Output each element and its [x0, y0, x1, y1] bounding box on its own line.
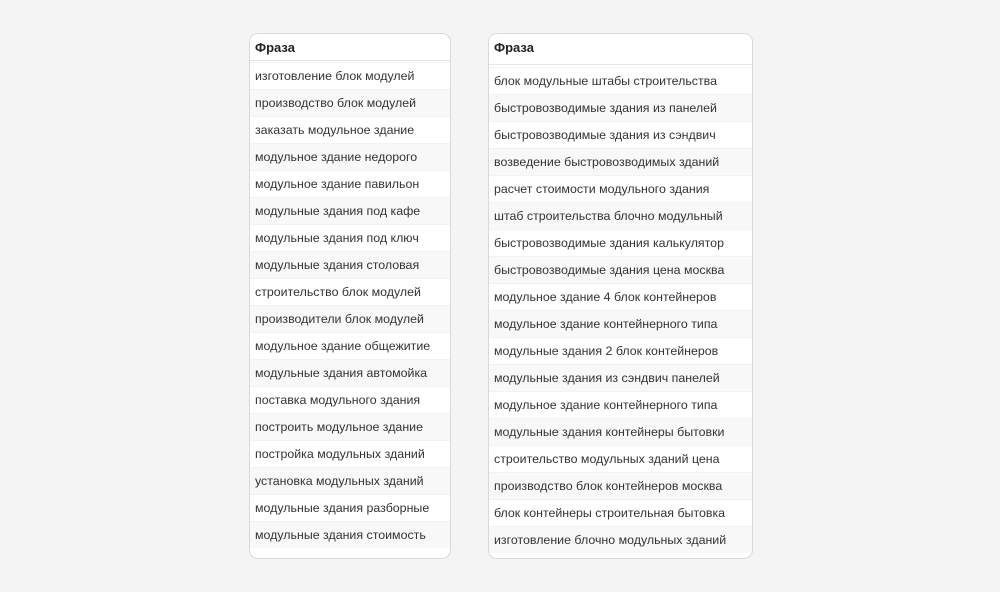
table-row[interactable]: заказать модульное здание: [250, 116, 450, 143]
table-row[interactable]: расчет стоимости модульного здания: [489, 175, 752, 202]
table-row[interactable]: модульное здание контейнерного типа: [489, 310, 752, 337]
table-row[interactable]: установка модульных зданий: [250, 467, 450, 494]
table-row[interactable]: модульные здания под кафе: [250, 197, 450, 224]
table-row[interactable]: блок контейнеры строительная бытовка: [489, 499, 752, 526]
table-row[interactable]: поставка модульного здания: [250, 386, 450, 413]
table-row[interactable]: модульное здание 4 блок контейнеров: [489, 283, 752, 310]
table-row[interactable]: быстровозводимые здания цена москва: [489, 256, 752, 283]
table-row[interactable]: модульные здания стоимость: [250, 521, 450, 548]
table-row[interactable]: производство блок модулей: [250, 89, 450, 116]
table-row[interactable]: возведение быстровозводимых зданий: [489, 148, 752, 175]
column-header-phrase[interactable]: Фраза: [250, 34, 450, 61]
table-row[interactable]: модульные здания разборные: [250, 494, 450, 521]
table-row[interactable]: строительство блок модулей: [250, 278, 450, 305]
table-row[interactable]: модульные здания столовая: [250, 251, 450, 278]
phrase-list: [250, 62, 450, 548]
table-row[interactable]: производство блок контейнеров москва: [489, 472, 752, 499]
table-row[interactable]: модульное здание контейнерного типа: [489, 391, 752, 418]
table-row[interactable]: изготовление блочно модульных зданий: [489, 526, 752, 553]
table-row[interactable]: модульное здание общежитие: [250, 332, 450, 359]
table-row[interactable]: штаб строительства блочно модульный: [489, 202, 752, 229]
table-row[interactable]: изготовление блок модулей: [250, 62, 450, 89]
column-header-phrase[interactable]: Фраза: [489, 34, 752, 65]
phrase-table-left: [249, 33, 451, 559]
table-row[interactable]: модульное здание павильон: [250, 170, 450, 197]
table-row[interactable]: модульные здания 2 блок контейнеров: [489, 337, 752, 364]
table-row[interactable]: быстровозводимые здания из панелей: [489, 94, 752, 121]
table-row[interactable]: модульное здание недорого: [250, 143, 450, 170]
table-row[interactable]: быстровозводимые здания калькулятор: [489, 229, 752, 256]
phrase-list: [489, 67, 752, 553]
table-row[interactable]: быстровозводимые здания из сэндвич: [489, 121, 752, 148]
table-row[interactable]: построить модульное здание: [250, 413, 450, 440]
table-row[interactable]: модульные здания из сэндвич панелей: [489, 364, 752, 391]
table-row[interactable]: модульные здания под ключ: [250, 224, 450, 251]
table-row[interactable]: производители блок модулей: [250, 305, 450, 332]
table-row[interactable]: модульные здания контейнеры бытовки: [489, 418, 752, 445]
phrase-table-right: [488, 33, 753, 559]
table-row[interactable]: строительство модульных зданий цена: [489, 445, 752, 472]
table-row[interactable]: модульные здания автомойка: [250, 359, 450, 386]
table-row[interactable]: блок модульные штабы строительства: [489, 67, 752, 94]
table-row[interactable]: постройка модульных зданий: [250, 440, 450, 467]
